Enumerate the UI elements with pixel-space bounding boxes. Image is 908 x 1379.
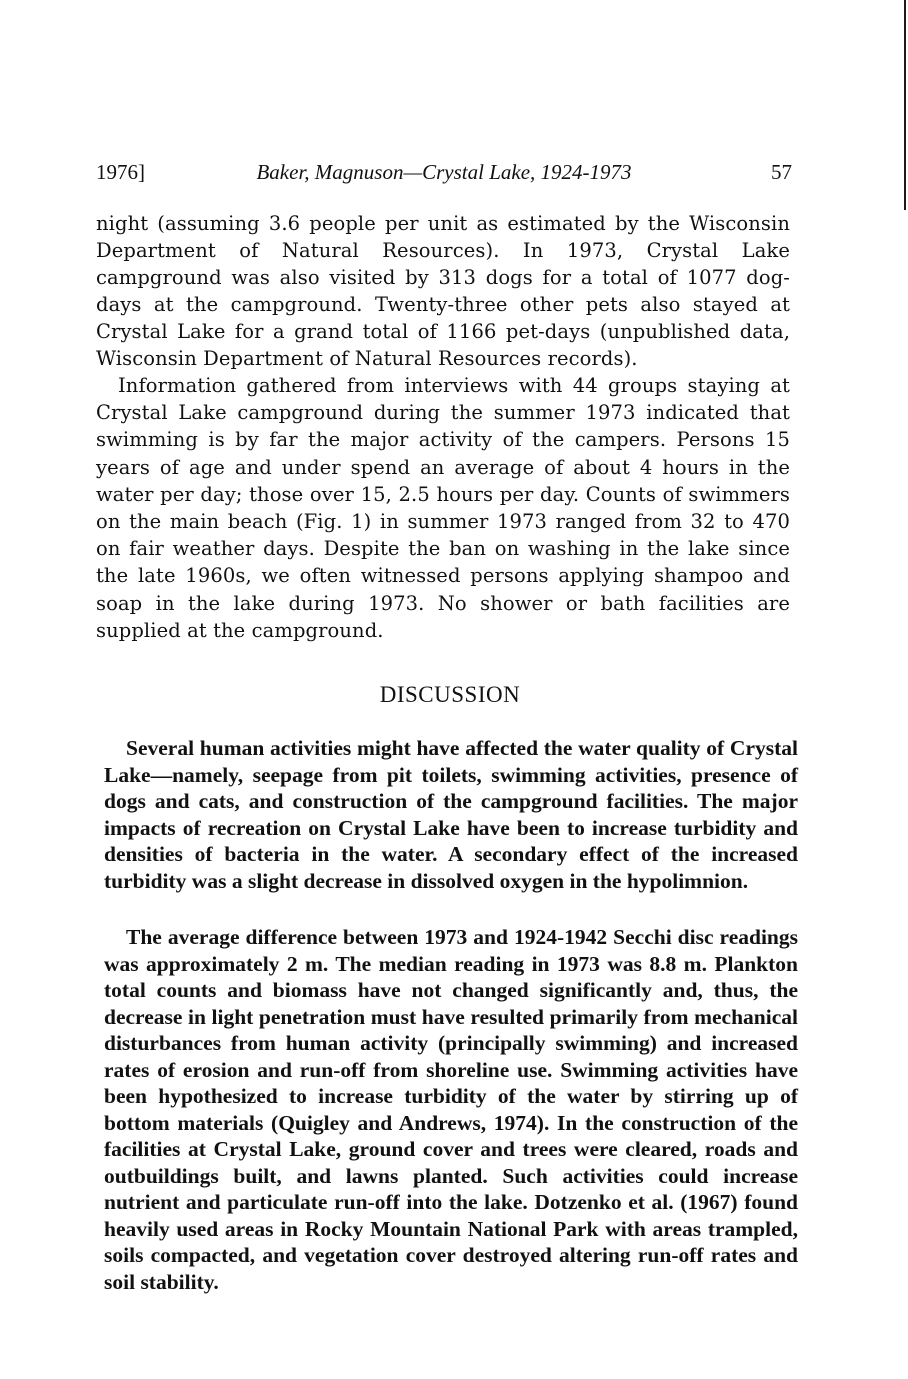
section-heading-discussion: DISCUSSION [379, 682, 521, 707]
header-running-title: Baker, Magnuson—Crystal Lake, 1924-1973 [256, 160, 632, 184]
page-number: 57 [771, 160, 792, 184]
paragraph-campground-pets: night (assuming 3.6 people per unit as estimated by the Wisconsin Department of Natural Resources). In 1973, Crystal Lake campground was also visited by 313 dogs for a total of 1077 dog-days at the campground. Twenty-three other pets also stayed at Crystal Lake for a grand total of 1166 pet-days (unpublished data, Wisconsin Department of Natural Resources records). [96, 212, 790, 370]
running-header [96, 158, 792, 186]
paragraph-camper-interviews: Information gathered from interviews with 44 groups staying at Crystal Lake campground during the summer 1973 indicated that swimming is by far the major activity of the campers. Persons 15 years of age and under spend an average of about 4 hours in the water per day; those over 15, 2.5 hours per day. Counts of swimmers on the main beach (Fig. 1) in summer 1973 ranged from 32 to 470 on fair weather days. Despite the ban on washing in the lake since the late 1960s, we often witnessed persons applying shampoo and soap in the lake during 1973. No shower or bath facilities are supplied at the campground. [96, 374, 790, 642]
page-edge-line [904, 0, 906, 210]
paragraph-human-activities: Several human activities might have affected the water quality of Crystal Lake—namely, seepage from pit toilets, swimming activities, presence of dogs and cats, and construction of the campground facilities. The major impacts of recreation on Crystal Lake have been to increase turbidity and densities of bacteria in the water. A secondary effect of the increased turbidity was a slight decrease in dissolved oxygen in the hypolimnion. [104, 736, 798, 893]
header-year: 1976] [96, 160, 145, 184]
paragraph-secchi-readings: The average difference between 1973 and 1924-1942 Secchi disc readings was approximately 2 m. The median reading in 1973 was 8.8 m. Plankton total counts and biomass have not changed significantly and, thus, the decrease in light penetration must have resulted primarily from mechanical disturbances from human activity (principally swimming) and increased rates of erosion and run-off from shoreline use. Swimming activities have been hypothesized to increase turbidity of the water by stirring up of bottom materials (Quigley and Andrews, 1974). In the construction of the facilities at Crystal Lake, ground cover and trees were cleared, roads and outbuildings built, and lawns planted. Such activities could increase nutrient and particulate run-off into the lake. Dotzenko et al. (1967) found heavily used areas in Rocky Mountain National Park with areas trampled, soils compacted, and vegetation cover destroyed altering run-off rates and soil stability. [104, 925, 798, 1294]
